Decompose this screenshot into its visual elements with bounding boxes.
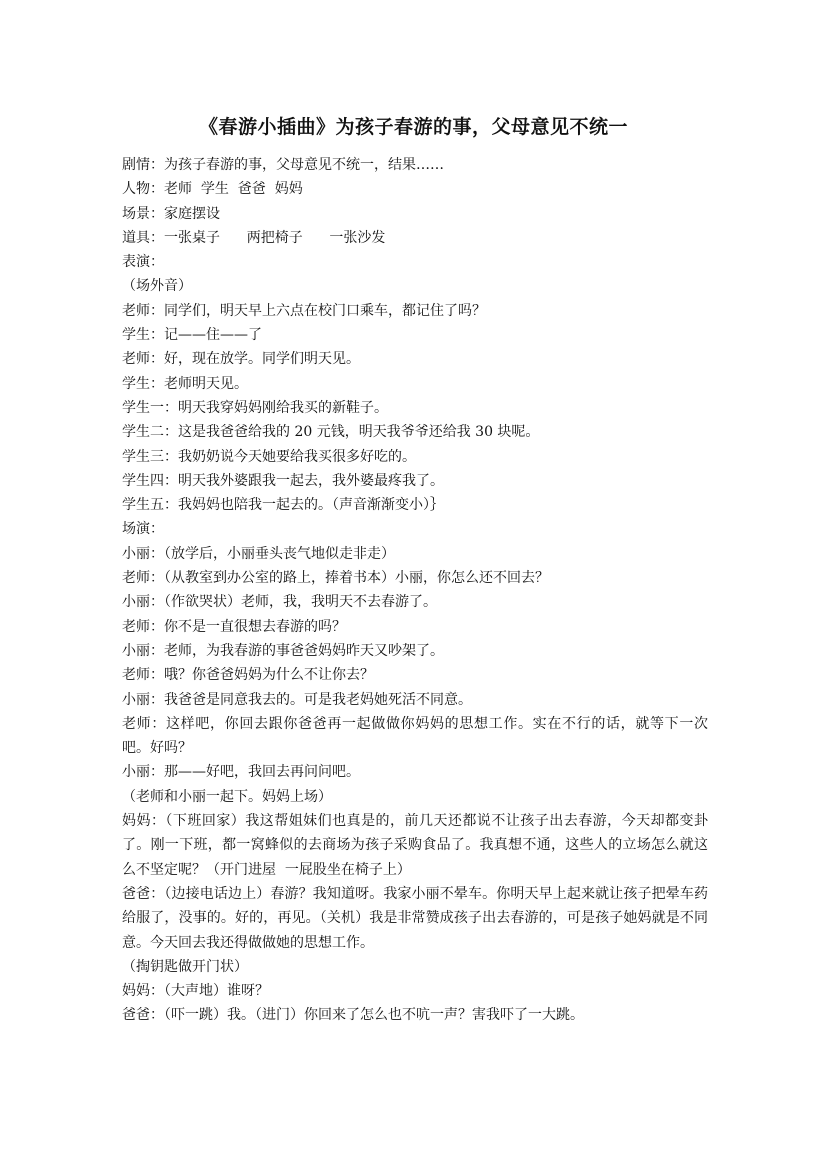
text-line-characters: 人物：老师 学生 爸爸 妈妈 [122, 181, 303, 198]
text-line: 学生四：明天我外婆跟我一起去，我外婆最疼我了。 [122, 472, 444, 489]
text-line-performance: 表演： [122, 254, 164, 271]
text-line: 学生一：明天我穿妈妈刚给我买的新鞋子。 [122, 399, 388, 416]
document-body [122, 153, 708, 1028]
text-line: 爸爸：（边接电话边上）春游？我知道呀。我家小丽不晕车。你明天早上起来就让孩子把晕车药给服了，没事的。好的，再见。（关机）我是非常赞成孩子出去春游的，可是孩子她妈就是不同意。今天回去我还得做做她的思想工作。 [122, 885, 708, 951]
text-line: 爸爸：（吓一跳）我。（进门）你回来了怎么也不吭一声？害我吓了一大跳。 [122, 1007, 584, 1024]
text-line-scene: 场景：家庭摆设 [122, 205, 220, 222]
text-line: 妈妈：（下班回家）我这帮姐妹们也真是的，前几天还都说不让孩子出去春游，今天却都变卦了。刚一下班，都一窝蜂似的去商场为孩子采购食品了。我真想不通，这些人的立场怎么就这么不坚定呢？（开门进屋 一屁股坐在椅子上） [122, 813, 708, 878]
text-line: 学生二：这是我爸爸给我的 20 元钱，明天我爷爷还给我 30 块呢。 [122, 424, 540, 441]
text-line: 老师：这样吧，你回去跟你爸爸再一起做做你妈妈的思想工作。实在不行的话，就等下一次吧。好吗？ [122, 715, 708, 757]
text-line: 老师：好，现在放学。同学们明天见。 [122, 351, 360, 368]
text-line: 学生五：我妈妈也陪我一起去的。（声音渐渐变小）｝ [122, 497, 444, 514]
text-line: 小丽：那——好吧，我回去再问问吧。 [122, 764, 360, 781]
text-line: 学生：老师明天见。 [122, 375, 248, 392]
text-line: （掏钥匙做开门状） [122, 958, 248, 975]
text-line: 妈妈：（大声地）谁呀？ [122, 983, 269, 1000]
text-line: 老师：同学们，明天早上六点在校门口乘车，都记住了吗？ [122, 302, 486, 319]
document-title: 《春游小插曲》为孩子春游的事，父母意见不统一 [198, 116, 628, 138]
text-line: 场演： [122, 521, 164, 538]
text-line: （老师和小丽一起下。妈妈上场） [122, 788, 332, 805]
text-line-props: 道具：一张桌子 两把椅子 一张沙发 [122, 229, 386, 246]
text-line: 小丽：老师，为我春游的事爸爸妈妈昨天又吵架了。 [122, 642, 444, 659]
text-line-plot: 剧情：为孩子春游的事，父母意见不统一，结果…… [122, 157, 444, 173]
text-line: （场外音） [122, 278, 192, 295]
text-line: 学生：记——住——了 [122, 327, 262, 344]
text-line: 老师：你不是一直很想去春游的吗？ [122, 618, 346, 635]
text-line: 老师：（从教室到办公室的路上，捧着书本）小丽，你怎么还不回去？ [122, 570, 549, 587]
text-line: 老师：哦？你爸爸妈妈为什么不让你去？ [122, 667, 374, 684]
text-line: 学生三：我奶奶说今天她要给我买很多好吃的。 [122, 448, 416, 465]
text-line: 小丽：（放学后，小丽垂头丧气地似走非走） [122, 545, 395, 562]
text-line: 小丽：我爸爸是同意我去的。可是我老妈她死活不同意。 [122, 691, 472, 708]
text-line: 小丽：（作欲哭状）老师，我，我明天不去春游了。 [122, 594, 437, 611]
